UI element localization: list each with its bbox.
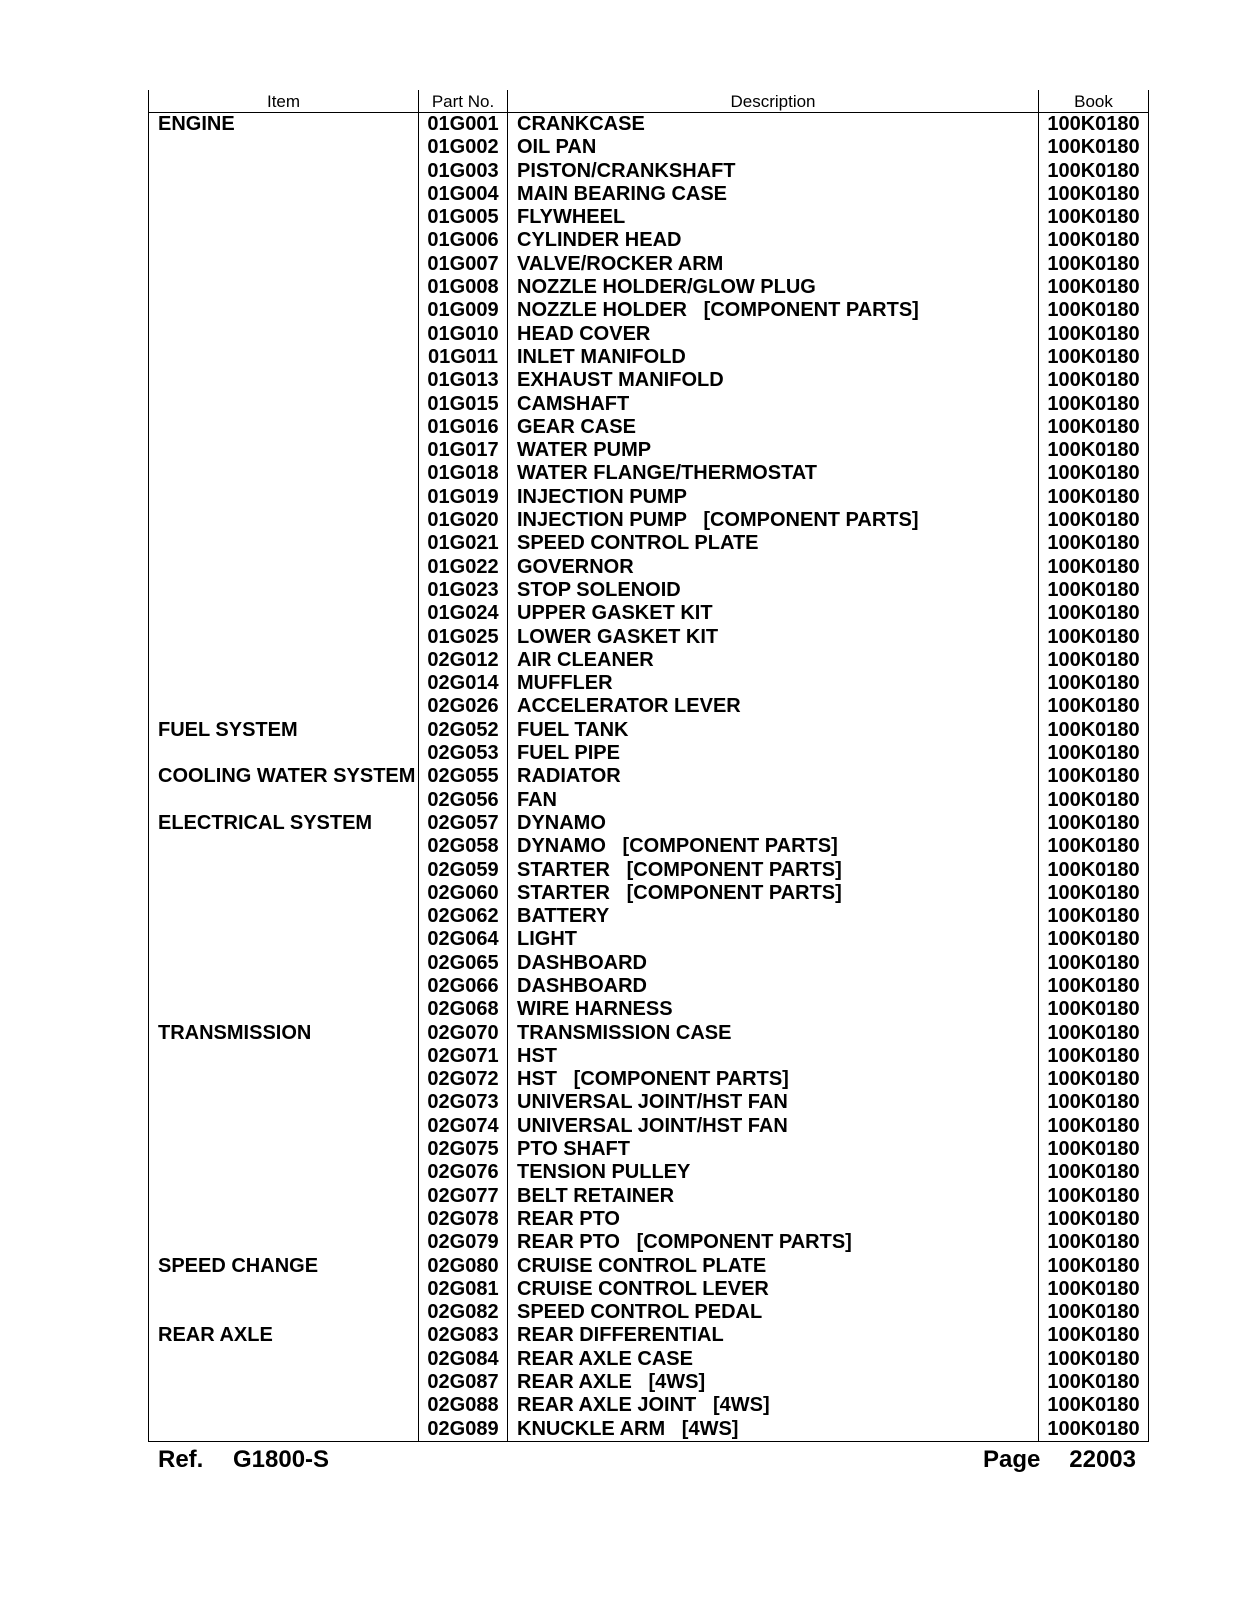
- table-row: [149, 183, 1149, 206]
- part-no-cell: 02G064: [419, 928, 508, 951]
- description-cell: MUFFLER: [508, 672, 1039, 695]
- description-cell: REAR PTO: [508, 1208, 1039, 1231]
- item-cell: [149, 276, 419, 299]
- part-no-cell: 02G065: [419, 952, 508, 975]
- table-row: [149, 835, 1149, 858]
- part-no-cell: 01G020: [419, 509, 508, 532]
- item-cell: REAR AXLE: [149, 1324, 419, 1347]
- book-cell: 100K0180: [1039, 1208, 1149, 1231]
- book-cell: 100K0180: [1039, 579, 1149, 602]
- part-no-cell: 02G056: [419, 789, 508, 812]
- item-cell: ELECTRICAL SYSTEM: [149, 812, 419, 835]
- item-cell: [149, 556, 419, 579]
- description-cell: FUEL TANK: [508, 719, 1039, 742]
- part-no-cell: 01G010: [419, 323, 508, 346]
- part-no-cell: 02G068: [419, 998, 508, 1021]
- book-cell: 100K0180: [1039, 323, 1149, 346]
- description-cell: OIL PAN: [508, 136, 1039, 159]
- item-cell: [149, 1278, 419, 1301]
- book-cell: 100K0180: [1039, 1371, 1149, 1394]
- table-row: [149, 1022, 1149, 1045]
- table-row: [149, 253, 1149, 276]
- table-row: [149, 1091, 1149, 1114]
- description-cell: REAR AXLE CASE: [508, 1348, 1039, 1371]
- description-cell: PISTON/CRANKSHAFT: [508, 160, 1039, 183]
- item-cell: [149, 1418, 419, 1442]
- description-cell: REAR AXLE JOINT [4WS]: [508, 1394, 1039, 1417]
- table-row: [149, 1161, 1149, 1184]
- part-no-cell: 02G070: [419, 1022, 508, 1045]
- table-row: [149, 789, 1149, 812]
- ref-value: G1800-S: [233, 1446, 330, 1473]
- part-no-cell: 02G072: [419, 1068, 508, 1091]
- table-row: [149, 742, 1149, 765]
- item-cell: [149, 253, 419, 276]
- part-no-cell: 02G087: [419, 1371, 508, 1394]
- description-cell: SPEED CONTROL PEDAL: [508, 1301, 1039, 1324]
- table-row: [149, 486, 1149, 509]
- table-row: [149, 1278, 1149, 1301]
- header-description: Description: [508, 90, 1039, 113]
- header-book: Book: [1039, 90, 1149, 113]
- part-no-cell: 02G077: [419, 1185, 508, 1208]
- book-cell: 100K0180: [1039, 952, 1149, 975]
- table-row: [149, 1138, 1149, 1161]
- item-cell: [149, 835, 419, 858]
- item-cell: [149, 369, 419, 392]
- part-no-cell: 02G055: [419, 765, 508, 788]
- book-cell: 100K0180: [1039, 206, 1149, 229]
- description-cell: GOVERNOR: [508, 556, 1039, 579]
- table-row: [149, 206, 1149, 229]
- table-row: [149, 1045, 1149, 1068]
- part-no-cell: 02G080: [419, 1255, 508, 1278]
- item-cell: [149, 323, 419, 346]
- item-cell: ENGINE: [149, 113, 419, 137]
- part-no-cell: 01G015: [419, 393, 508, 416]
- description-cell: STARTER [COMPONENT PARTS]: [508, 882, 1039, 905]
- description-cell: NOZZLE HOLDER/GLOW PLUG: [508, 276, 1039, 299]
- table-row: [149, 579, 1149, 602]
- description-cell: CRUISE CONTROL PLATE: [508, 1255, 1039, 1278]
- item-cell: [149, 672, 419, 695]
- book-cell: 100K0180: [1039, 1115, 1149, 1138]
- book-cell: 100K0180: [1039, 1231, 1149, 1254]
- table-row: [149, 532, 1149, 555]
- table-row: [149, 859, 1149, 882]
- item-cell: [149, 206, 419, 229]
- part-no-cell: 01G023: [419, 579, 508, 602]
- description-cell: REAR DIFFERENTIAL: [508, 1324, 1039, 1347]
- description-cell: UNIVERSAL JOINT/HST FAN: [508, 1115, 1039, 1138]
- description-cell: CRANKCASE: [508, 113, 1039, 137]
- table-row: [149, 1348, 1149, 1371]
- item-cell: [149, 1208, 419, 1231]
- item-cell: [149, 1045, 419, 1068]
- description-cell: INJECTION PUMP: [508, 486, 1039, 509]
- book-cell: 100K0180: [1039, 160, 1149, 183]
- part-no-cell: 01G022: [419, 556, 508, 579]
- description-cell: DYNAMO [COMPONENT PARTS]: [508, 835, 1039, 858]
- part-no-cell: 02G026: [419, 695, 508, 718]
- item-cell: [149, 579, 419, 602]
- book-cell: 100K0180: [1039, 393, 1149, 416]
- part-no-cell: 02G073: [419, 1091, 508, 1114]
- part-no-cell: 02G088: [419, 1394, 508, 1417]
- book-cell: 100K0180: [1039, 416, 1149, 439]
- item-cell: [149, 1138, 419, 1161]
- table-row: [149, 998, 1149, 1021]
- book-cell: 100K0180: [1039, 253, 1149, 276]
- item-cell: [149, 439, 419, 462]
- table-row: [149, 695, 1149, 718]
- part-no-cell: 02G074: [419, 1115, 508, 1138]
- table-row: [149, 369, 1149, 392]
- part-no-cell: 02G058: [419, 835, 508, 858]
- item-cell: [149, 1394, 419, 1417]
- part-no-cell: 02G052: [419, 719, 508, 742]
- parts-table: [148, 90, 1149, 1442]
- book-cell: 100K0180: [1039, 998, 1149, 1021]
- part-no-cell: 02G083: [419, 1324, 508, 1347]
- description-cell: GEAR CASE: [508, 416, 1039, 439]
- book-cell: 100K0180: [1039, 835, 1149, 858]
- item-cell: [149, 486, 419, 509]
- part-no-cell: 01G008: [419, 276, 508, 299]
- table-row: [149, 765, 1149, 788]
- description-cell: LIGHT: [508, 928, 1039, 951]
- part-no-cell: 02G059: [419, 859, 508, 882]
- item-cell: [149, 1068, 419, 1091]
- description-cell: UPPER GASKET KIT: [508, 602, 1039, 625]
- item-cell: TRANSMISSION: [149, 1022, 419, 1045]
- description-cell: EXHAUST MANIFOLD: [508, 369, 1039, 392]
- book-cell: 100K0180: [1039, 299, 1149, 322]
- description-cell: TRANSMISSION CASE: [508, 1022, 1039, 1045]
- book-cell: 100K0180: [1039, 276, 1149, 299]
- part-no-cell: 02G053: [419, 742, 508, 765]
- part-no-cell: 02G062: [419, 905, 508, 928]
- ref-label: Ref.: [158, 1446, 204, 1473]
- item-cell: [149, 1115, 419, 1138]
- table-row: [149, 649, 1149, 672]
- description-cell: LOWER GASKET KIT: [508, 626, 1039, 649]
- book-cell: 100K0180: [1039, 439, 1149, 462]
- item-cell: [149, 299, 419, 322]
- book-cell: 100K0180: [1039, 649, 1149, 672]
- part-no-cell: 01G005: [419, 206, 508, 229]
- part-no-cell: 02G057: [419, 812, 508, 835]
- description-cell: AIR CLEANER: [508, 649, 1039, 672]
- description-cell: NOZZLE HOLDER [COMPONENT PARTS]: [508, 299, 1039, 322]
- description-cell: SPEED CONTROL PLATE: [508, 532, 1039, 555]
- book-cell: 100K0180: [1039, 905, 1149, 928]
- table-row: [149, 393, 1149, 416]
- item-cell: COOLING WATER SYSTEM: [149, 765, 419, 788]
- item-cell: [149, 416, 419, 439]
- item-cell: [149, 160, 419, 183]
- table-row: [149, 276, 1149, 299]
- part-no-cell: 02G076: [419, 1161, 508, 1184]
- item-cell: [149, 1091, 419, 1114]
- item-cell: [149, 742, 419, 765]
- item-cell: [149, 229, 419, 252]
- book-cell: 100K0180: [1039, 369, 1149, 392]
- table-row: [149, 462, 1149, 485]
- description-cell: HST: [508, 1045, 1039, 1068]
- book-cell: 100K0180: [1039, 789, 1149, 812]
- book-cell: 100K0180: [1039, 462, 1149, 485]
- item-cell: [149, 1161, 419, 1184]
- part-no-cell: 01G025: [419, 626, 508, 649]
- description-cell: BATTERY: [508, 905, 1039, 928]
- item-cell: [149, 695, 419, 718]
- book-cell: 100K0180: [1039, 509, 1149, 532]
- book-cell: 100K0180: [1039, 742, 1149, 765]
- part-no-cell: 01G019: [419, 486, 508, 509]
- book-cell: 100K0180: [1039, 1068, 1149, 1091]
- description-cell: STOP SOLENOID: [508, 579, 1039, 602]
- part-no-cell: 01G024: [419, 602, 508, 625]
- description-cell: FUEL PIPE: [508, 742, 1039, 765]
- part-no-cell: 01G004: [419, 183, 508, 206]
- part-no-cell: 02G075: [419, 1138, 508, 1161]
- part-no-cell: 02G012: [419, 649, 508, 672]
- description-cell: INLET MANIFOLD: [508, 346, 1039, 369]
- description-cell: TENSION PULLEY: [508, 1161, 1039, 1184]
- book-cell: 100K0180: [1039, 812, 1149, 835]
- description-cell: VALVE/ROCKER ARM: [508, 253, 1039, 276]
- table-row: [149, 1301, 1149, 1324]
- description-cell: DASHBOARD: [508, 952, 1039, 975]
- book-cell: 100K0180: [1039, 1348, 1149, 1371]
- book-cell: 100K0180: [1039, 719, 1149, 742]
- table-row: [149, 905, 1149, 928]
- description-cell: PTO SHAFT: [508, 1138, 1039, 1161]
- item-cell: [149, 1301, 419, 1324]
- book-cell: 100K0180: [1039, 136, 1149, 159]
- book-cell: 100K0180: [1039, 1324, 1149, 1347]
- book-cell: 100K0180: [1039, 229, 1149, 252]
- part-no-cell: 01G011: [419, 346, 508, 369]
- item-cell: [149, 1231, 419, 1254]
- description-cell: FAN: [508, 789, 1039, 812]
- table-body: [149, 113, 1149, 1442]
- book-cell: 100K0180: [1039, 626, 1149, 649]
- table-row: [149, 1068, 1149, 1091]
- table-row: [149, 928, 1149, 951]
- part-no-cell: 02G084: [419, 1348, 508, 1371]
- table-row: [149, 602, 1149, 625]
- part-no-cell: 01G013: [419, 369, 508, 392]
- book-cell: 100K0180: [1039, 1278, 1149, 1301]
- book-cell: 100K0180: [1039, 486, 1149, 509]
- table-row: [149, 299, 1149, 322]
- part-no-cell: 01G001: [419, 113, 508, 137]
- book-cell: 100K0180: [1039, 183, 1149, 206]
- table-row: [149, 416, 1149, 439]
- part-no-cell: 02G081: [419, 1278, 508, 1301]
- book-cell: 100K0180: [1039, 113, 1149, 137]
- description-cell: RADIATOR: [508, 765, 1039, 788]
- item-cell: [149, 882, 419, 905]
- part-no-cell: 02G079: [419, 1231, 508, 1254]
- part-no-cell: 02G066: [419, 975, 508, 998]
- page-footer: [158, 1446, 1136, 1480]
- part-no-cell: 01G016: [419, 416, 508, 439]
- part-no-cell: 02G060: [419, 882, 508, 905]
- description-cell: WIRE HARNESS: [508, 998, 1039, 1021]
- item-cell: [149, 649, 419, 672]
- book-cell: 100K0180: [1039, 1255, 1149, 1278]
- page-label: Page: [983, 1446, 1041, 1473]
- table-row: [149, 136, 1149, 159]
- item-cell: [149, 1185, 419, 1208]
- table-row: [149, 113, 1149, 137]
- book-cell: 100K0180: [1039, 602, 1149, 625]
- item-cell: [149, 1348, 419, 1371]
- book-cell: 100K0180: [1039, 928, 1149, 951]
- table-row: [149, 1115, 1149, 1138]
- table-row: [149, 952, 1149, 975]
- description-cell: BELT RETAINER: [508, 1185, 1039, 1208]
- item-cell: [149, 532, 419, 555]
- table-header-row: [149, 90, 1149, 113]
- book-cell: 100K0180: [1039, 695, 1149, 718]
- item-cell: SPEED CHANGE: [149, 1255, 419, 1278]
- book-cell: 100K0180: [1039, 1138, 1149, 1161]
- table-row: [149, 672, 1149, 695]
- item-cell: [149, 1371, 419, 1394]
- description-cell: HEAD COVER: [508, 323, 1039, 346]
- part-no-cell: 01G009: [419, 299, 508, 322]
- table-row: [149, 1418, 1149, 1442]
- book-cell: 100K0180: [1039, 765, 1149, 788]
- item-cell: [149, 346, 419, 369]
- table-row: [149, 1185, 1149, 1208]
- table-row: [149, 882, 1149, 905]
- description-cell: CAMSHAFT: [508, 393, 1039, 416]
- book-cell: 100K0180: [1039, 1394, 1149, 1417]
- item-cell: [149, 928, 419, 951]
- item-cell: [149, 952, 419, 975]
- part-no-cell: 01G017: [419, 439, 508, 462]
- description-cell: HST [COMPONENT PARTS]: [508, 1068, 1039, 1091]
- table-row: [149, 160, 1149, 183]
- item-cell: [149, 975, 419, 998]
- description-cell: DASHBOARD: [508, 975, 1039, 998]
- item-cell: [149, 789, 419, 812]
- part-no-cell: 02G014: [419, 672, 508, 695]
- book-cell: 100K0180: [1039, 532, 1149, 555]
- book-cell: 100K0180: [1039, 1161, 1149, 1184]
- description-cell: ACCELERATOR LEVER: [508, 695, 1039, 718]
- table-row: [149, 346, 1149, 369]
- description-cell: KNUCKLE ARM [4WS]: [508, 1418, 1039, 1442]
- part-no-cell: 02G082: [419, 1301, 508, 1324]
- book-cell: 100K0180: [1039, 1022, 1149, 1045]
- table-row: [149, 509, 1149, 532]
- description-cell: MAIN BEARING CASE: [508, 183, 1039, 206]
- header-item: Item: [149, 90, 419, 113]
- description-cell: INJECTION PUMP [COMPONENT PARTS]: [508, 509, 1039, 532]
- page-number: 22003: [1069, 1446, 1136, 1473]
- header-part-no: Part No.: [419, 90, 508, 113]
- part-no-cell: 02G089: [419, 1418, 508, 1442]
- description-cell: REAR PTO [COMPONENT PARTS]: [508, 1231, 1039, 1254]
- item-cell: [149, 626, 419, 649]
- book-cell: 100K0180: [1039, 1091, 1149, 1114]
- item-cell: [149, 393, 419, 416]
- table-row: [149, 1394, 1149, 1417]
- table-row: [149, 719, 1149, 742]
- description-cell: CRUISE CONTROL LEVER: [508, 1278, 1039, 1301]
- book-cell: 100K0180: [1039, 859, 1149, 882]
- book-cell: 100K0180: [1039, 882, 1149, 905]
- table-row: [149, 1208, 1149, 1231]
- book-cell: 100K0180: [1039, 672, 1149, 695]
- item-cell: [149, 602, 419, 625]
- item-cell: [149, 183, 419, 206]
- part-no-cell: 02G078: [419, 1208, 508, 1231]
- part-no-cell: 01G021: [419, 532, 508, 555]
- description-cell: CYLINDER HEAD: [508, 229, 1039, 252]
- description-cell: WATER PUMP: [508, 439, 1039, 462]
- book-cell: 100K0180: [1039, 1185, 1149, 1208]
- item-cell: [149, 136, 419, 159]
- table-row: [149, 1255, 1149, 1278]
- book-cell: 100K0180: [1039, 556, 1149, 579]
- part-no-cell: 01G006: [419, 229, 508, 252]
- table-row: [149, 975, 1149, 998]
- table-row: [149, 323, 1149, 346]
- description-cell: WATER FLANGE/THERMOSTAT: [508, 462, 1039, 485]
- book-cell: 100K0180: [1039, 346, 1149, 369]
- book-cell: 100K0180: [1039, 975, 1149, 998]
- description-cell: REAR AXLE [4WS]: [508, 1371, 1039, 1394]
- description-cell: DYNAMO: [508, 812, 1039, 835]
- part-no-cell: 01G018: [419, 462, 508, 485]
- table-row: [149, 556, 1149, 579]
- item-cell: [149, 859, 419, 882]
- table-row: [149, 439, 1149, 462]
- part-no-cell: 01G003: [419, 160, 508, 183]
- part-no-cell: 01G007: [419, 253, 508, 276]
- item-cell: [149, 462, 419, 485]
- parts-list-sheet: [148, 90, 1148, 1442]
- part-no-cell: 01G002: [419, 136, 508, 159]
- table-row: [149, 1371, 1149, 1394]
- item-cell: FUEL SYSTEM: [149, 719, 419, 742]
- item-cell: [149, 509, 419, 532]
- table-row: [149, 626, 1149, 649]
- part-no-cell: 02G071: [419, 1045, 508, 1068]
- table-row: [149, 1231, 1149, 1254]
- description-cell: UNIVERSAL JOINT/HST FAN: [508, 1091, 1039, 1114]
- description-cell: FLYWHEEL: [508, 206, 1039, 229]
- item-cell: [149, 905, 419, 928]
- table-row: [149, 1324, 1149, 1347]
- table-row: [149, 229, 1149, 252]
- book-cell: 100K0180: [1039, 1045, 1149, 1068]
- description-cell: STARTER [COMPONENT PARTS]: [508, 859, 1039, 882]
- item-cell: [149, 998, 419, 1021]
- book-cell: 100K0180: [1039, 1418, 1149, 1442]
- book-cell: 100K0180: [1039, 1301, 1149, 1324]
- table-row: [149, 812, 1149, 835]
